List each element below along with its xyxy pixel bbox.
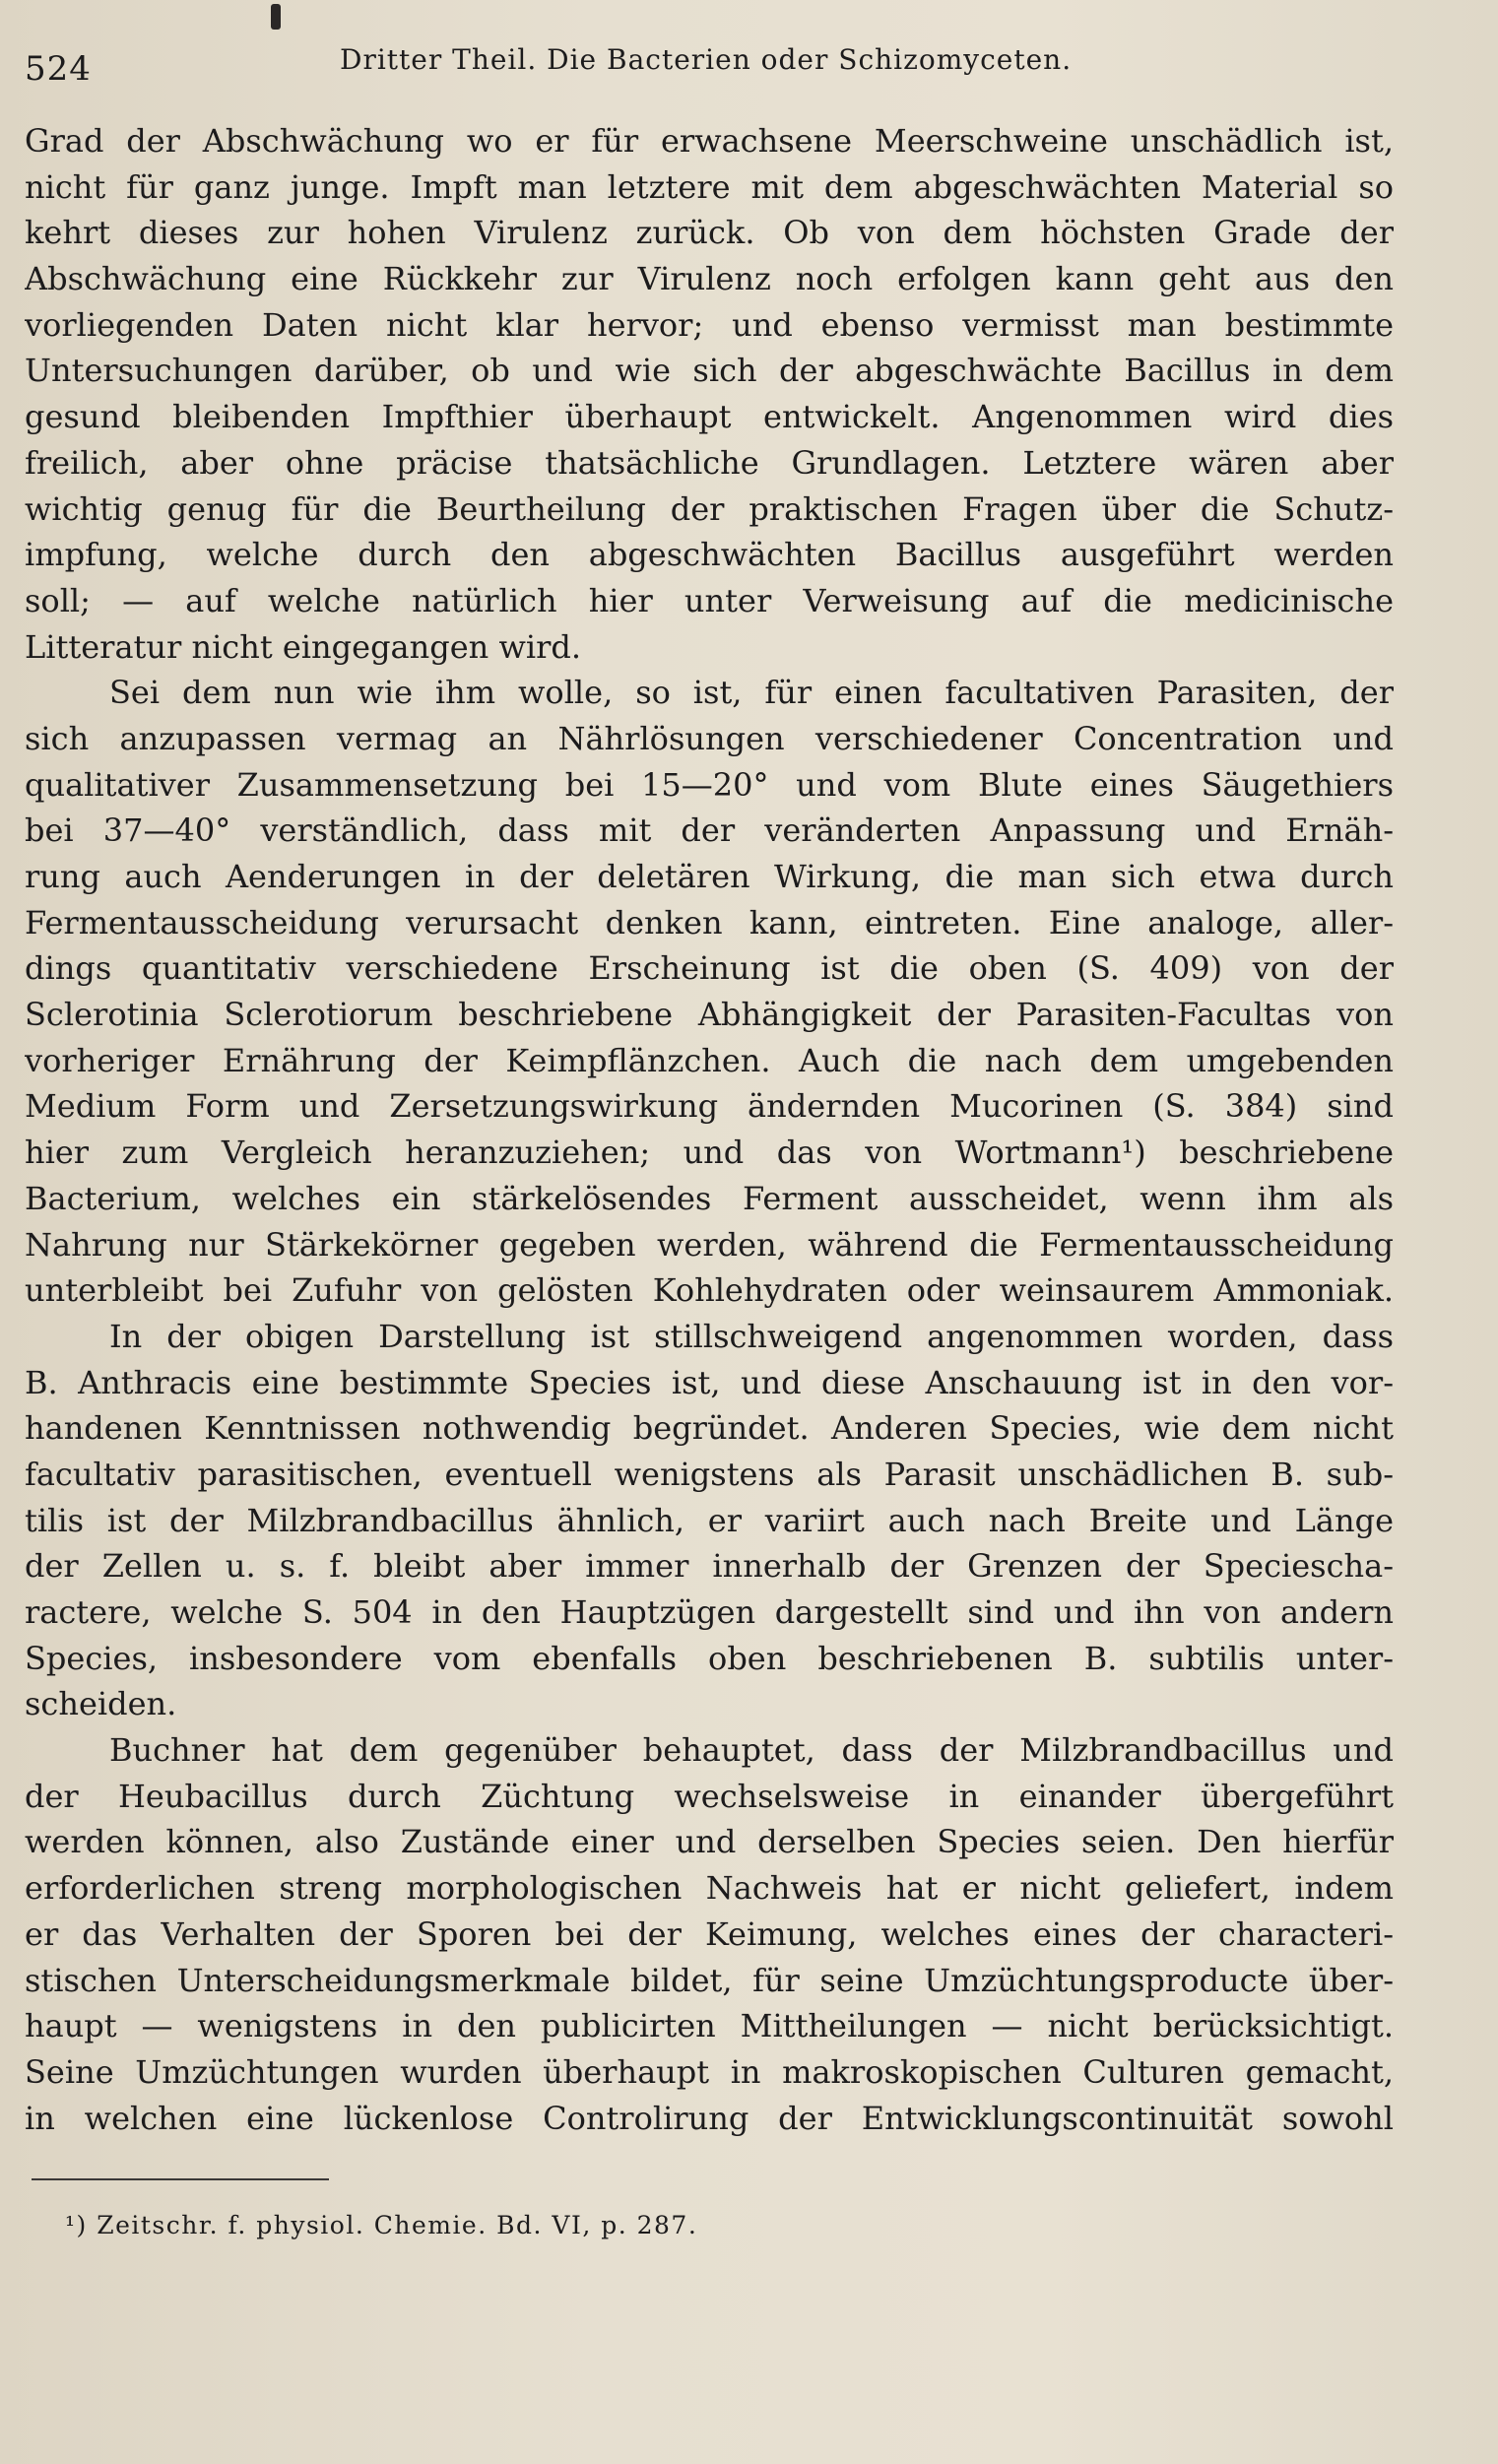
text-line: Seine Umzüchtungen wurden überhaupt in makroskopischen Culturen gemacht, (25, 2052, 1394, 2091)
text-line: haupt — wenigstens in den publicirten Mittheilungen — nicht berücksichtigt. (25, 2007, 1394, 2045)
page-number: 524 (25, 49, 92, 89)
text-line: impfung, welche durch den abgeschwächten Bacillus ausgeführt werden (25, 536, 1394, 574)
text-line: tilis ist der Milzbrandbacillus ähnlich, er variirt auch nach Breite und Länge (25, 1501, 1394, 1539)
text-line: freilich, aber ohne präcise thatsächliche Grundlagen. Letztere wären aber (25, 443, 1394, 482)
text-line: handenen Kenntnissen nothwendig begründet. Anderen Species, wie dem nicht (25, 1409, 1394, 1448)
text-line: rung auch Aenderungen in der deletären Wirkung, die man sich etwa durch (25, 858, 1394, 895)
paragraph-start-line: In der obigen Darstellung ist stillschweigend angenommen worden, dass (109, 1317, 1394, 1355)
text-line: Sclerotinia Sclerotiorum beschriebene Abhängigkeit der Parasiten-Facultas von (25, 996, 1394, 1034)
footnote: ¹) Zeitschr. f. physiol. Chemie. Bd. VI, p. 287. (65, 2211, 698, 2239)
body-text (25, 118, 1394, 2141)
text-line: Medium Form und Zersetzungswirkung ändernden Mucorinen (S. 384) sind (25, 1087, 1394, 1126)
text-line: scheiden. (25, 1685, 177, 1723)
text-line: Litteratur nicht eingegangen wird. (25, 627, 582, 666)
footnote-divider (32, 2178, 329, 2180)
text-line: werden können, also Zustände einer und derselben Species seien. Den hierfür (25, 1823, 1394, 1861)
text-line: soll; — auf welche natürlich hier unter Verweisung auf die medicinische (25, 581, 1394, 619)
text-line: gesund bleibenden Impfthier überhaupt entwickelt. Angenommen wird dies (25, 398, 1394, 436)
text-line: Bacterium, welches ein stärkelösendes Ferment ausscheidet, wenn ihm als (25, 1179, 1394, 1217)
text-line: stischen Unterscheidungsmerkmale bildet, für seine Umzüchtungsproducte über- (25, 1961, 1394, 1999)
text-line: Fermentausscheidung verursacht denken kann, eintreten. Eine analoge, aller- (25, 903, 1394, 941)
text-line: wichtig genug für die Beurtheilung der praktischen Fragen über die Schutz- (25, 489, 1394, 528)
text-line: Untersuchungen darüber, ob und wie sich der abgeschwächte Bacillus in dem (25, 352, 1394, 390)
text-line: erforderlichen streng morphologischen Nachweis hat er nicht geliefert, indem (25, 1869, 1394, 1908)
text-line: dings quantitativ verschiedene Erscheinung ist die oben (S. 409) von der (25, 949, 1394, 988)
text-line: in welchen eine lückenlose Controlirung der Entwicklungscontinuität sowohl (25, 2099, 1394, 2137)
text-line: unterbleibt bei Zufuhr von gelösten Kohlehydraten oder weinsaurem Ammoniak. (25, 1271, 1394, 1310)
text-line: nicht für ganz junge. Impft man letztere mit dem abgeschwächten Material so (25, 167, 1394, 206)
paragraph-start-line: Buchner hat dem gegenüber behauptet, dass der Milzbrandbacillus und (109, 1731, 1394, 1770)
text-line: vorheriger Ernährung der Keimpflänzchen. Auch die nach dem umgebenden (25, 1041, 1394, 1079)
text-line: sich anzupassen vermag an Nährlösungen verschiedener Concentration und (25, 719, 1394, 757)
text-line: kehrt dieses zur hohen Virulenz zurück. Ob von dem höchsten Grade der (25, 214, 1394, 252)
text-line: er das Verhalten der Sporen bei der Keimung, welches eines der characteri- (25, 1914, 1394, 1953)
text-line: Nahrung nur Stärkekörner gegeben werden, während die Fermentausscheidung (25, 1225, 1394, 1264)
text-line: Species, insbesondere vom ebenfalls oben beschriebenen B. subtilis unter- (25, 1639, 1394, 1677)
text-line: der Zellen u. s. f. bleibt aber immer innerhalb der Grenzen der Speciescha- (25, 1547, 1394, 1586)
text-line: ractere, welche S. 504 in den Hauptzügen dargestellt sind und ihn von andern (25, 1593, 1394, 1631)
text-line: Abschwächung eine Rückkehr zur Virulenz noch erfolgen kann geht aus den (25, 260, 1394, 298)
text-line: bei 37—40° verständlich, dass mit der veränderten Anpassung und Ernäh- (25, 811, 1394, 850)
running-head: Dritter Theil. Die Bacterien oder Schizomyceten. (340, 43, 1073, 76)
text-line: vorliegenden Daten nicht klar hervor; und ebenso vermisst man bestimmte (25, 305, 1394, 344)
text-line: B. Anthracis eine bestimmte Species ist, und diese Anschauung ist in den vor- (25, 1363, 1394, 1401)
text-line: facultativ parasitischen, eventuell wenigstens als Parasit unschädlichen B. sub- (25, 1455, 1394, 1493)
paragraph-start-line: Sei dem nun wie ihm wolle, so ist, für einen facultativen Parasiten, der (109, 674, 1394, 712)
page-header (25, 32, 1433, 91)
text-line: hier zum Vergleich heranzuziehen; und das von Wortmann¹) beschriebene (25, 1134, 1394, 1172)
text-line: der Heubacillus durch Züchtung wechselsweise in einander übergeführt (25, 1777, 1394, 1815)
text-line: Grad der Abschwächung wo er für erwachsene Meerschweine unschädlich ist, (25, 122, 1394, 160)
ink-blot (271, 4, 281, 30)
text-line: qualitativer Zusammensetzung bei 15—20° und vom Blute eines Säugethiers (25, 765, 1394, 804)
